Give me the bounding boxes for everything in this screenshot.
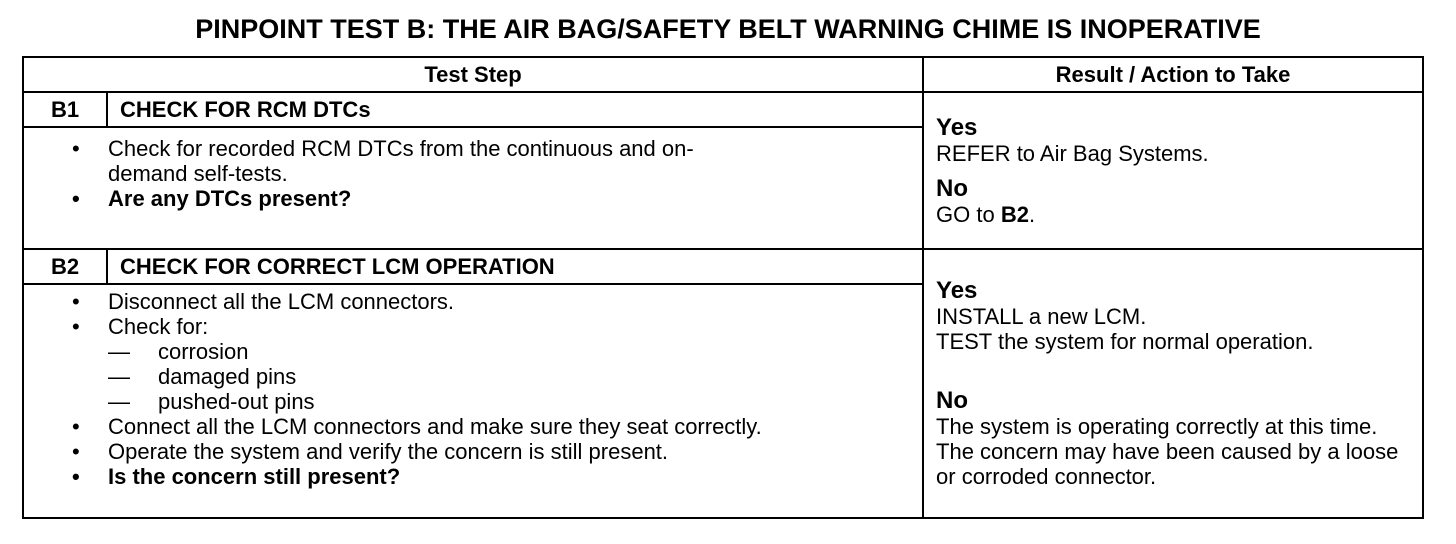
bullet-icon: • <box>72 289 80 314</box>
b1-no-text-suffix: . <box>1028 201 1036 227</box>
b2-no-label: No <box>936 387 969 414</box>
b1-id: B1 <box>23 92 107 127</box>
b2-result <box>923 249 1423 518</box>
list-item: • Disconnect all the LCM connectors. <box>72 289 455 314</box>
b2-sub-list <box>108 339 922 414</box>
b2-title-row <box>23 249 1423 284</box>
list-item: — damaged pins <box>108 364 297 389</box>
list-item: — pushed-out pins <box>108 389 315 414</box>
dash-icon: — <box>108 389 130 414</box>
list-item: • Are any DTCs present? <box>72 186 352 211</box>
b2-no-text: The system is operating correctly at this time. The concern may have been caused by a loose or corroded connector. <box>936 414 1399 489</box>
bullet-icon: • <box>72 186 80 211</box>
bullet-icon: • <box>72 464 80 489</box>
list-item: • Check for: — corrosion — damaged pins — pushed-out pins <box>72 314 922 414</box>
b1-no-label: No <box>936 174 969 202</box>
header-result: Result / Action to Take <box>923 57 1423 92</box>
b1-title: CHECK FOR RCM DTCs <box>107 92 923 127</box>
b2-title: CHECK FOR CORRECT LCM OPERATION <box>107 249 923 284</box>
b2-yes-text-2: TEST the system for normal operation. <box>936 329 1314 354</box>
b1-no-text-ref: B2 <box>1000 201 1029 227</box>
b1-title-row <box>23 92 1423 127</box>
dash-icon: — <box>108 364 130 389</box>
list-item: — corrosion <box>108 339 249 364</box>
dash-icon: — <box>108 339 130 364</box>
b2-bullet-list <box>24 285 922 489</box>
pinpoint-test-table <box>22 56 1424 519</box>
list-item: • Is the concern still present? <box>72 464 401 489</box>
b2-yes-text-1: INSTALL a new LCM. <box>936 304 1147 329</box>
b2-id: B2 <box>23 249 107 284</box>
header-test-step: Test Step <box>23 57 923 92</box>
b1-no-text-prefix: GO to <box>936 201 995 227</box>
b2-body <box>23 284 923 518</box>
bullet-icon: • <box>72 314 80 339</box>
list-item: • Connect all the LCM connectors and make sure they seat correctly. <box>72 414 762 439</box>
bullet-icon: • <box>72 136 80 161</box>
bullet-icon: • <box>72 439 80 464</box>
b2-yes-label: Yes <box>936 277 978 304</box>
b1-bullet-list <box>24 128 922 211</box>
list-item: • Check for recorded RCM DTCs from the continuous and on-demand self-tests. <box>72 136 694 186</box>
b1-yes-text: REFER to Air Bag Systems. <box>936 140 1209 166</box>
list-item: • Operate the system and verify the concern is still present. <box>72 439 669 464</box>
b1-body <box>23 127 923 249</box>
bullet-icon: • <box>72 414 80 439</box>
b1-yes-label: Yes <box>936 113 978 141</box>
b1-result <box>923 92 1423 249</box>
page-title: PINPOINT TEST B: THE AIR BAG/SAFETY BELT WARNING CHIME IS INOPERATIVE <box>195 14 1261 44</box>
header-row <box>23 57 1423 92</box>
